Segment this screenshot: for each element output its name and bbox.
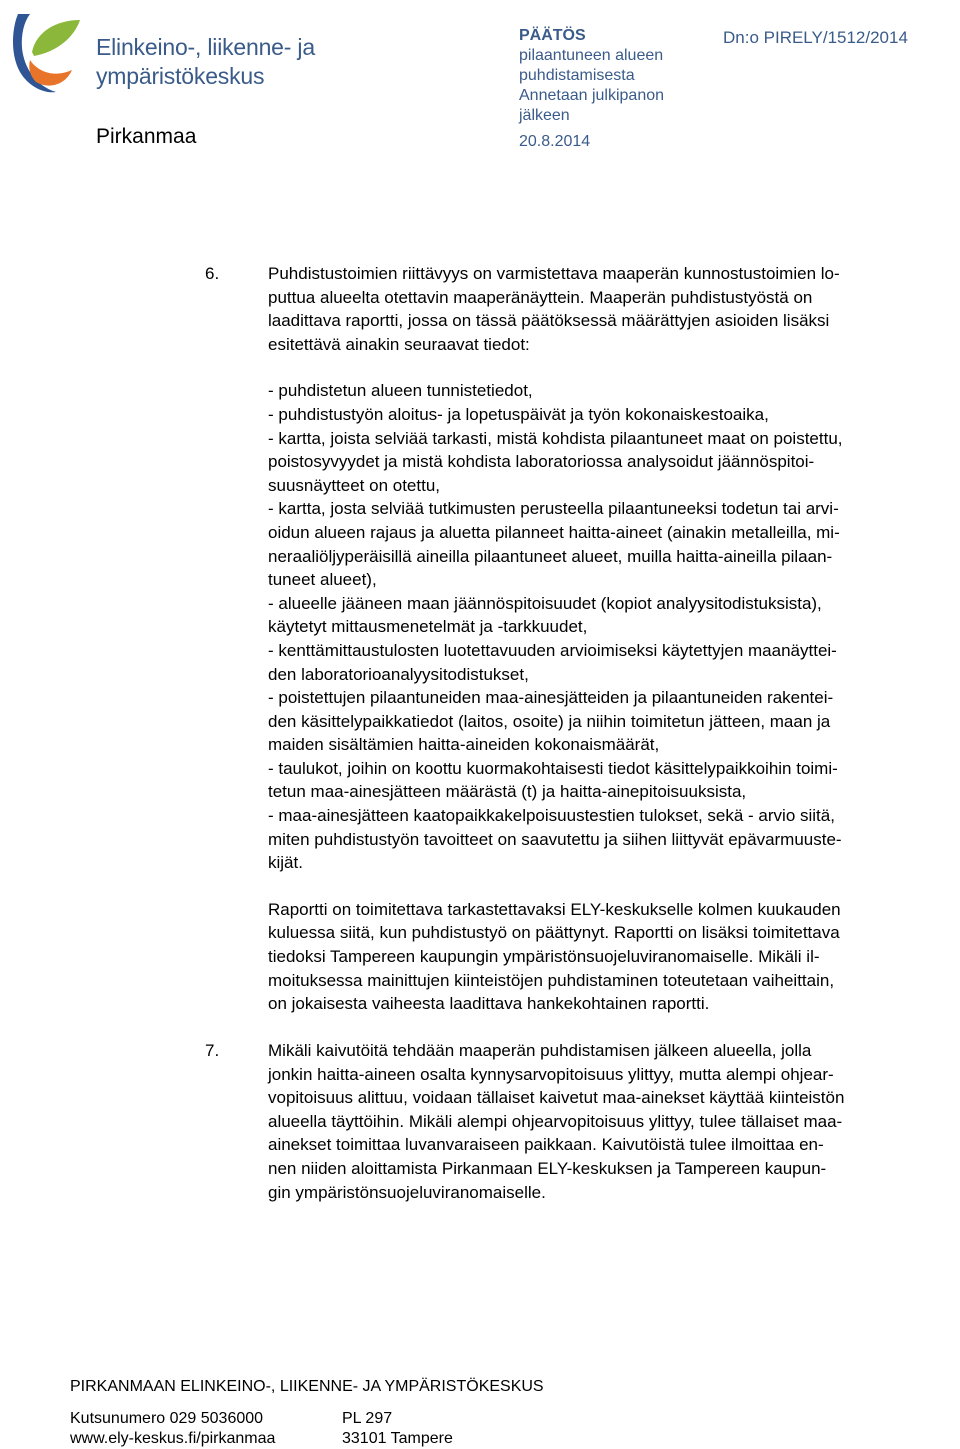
list-item-line: - kartta, joista selviää tarkasti, mistä kohdista pilaantuneet maat on poistettu, — [268, 428, 843, 448]
footer-phone: Kutsunumero 029 5036000 — [70, 1410, 264, 1427]
text-line: alueella täyttöihin. Mikäli alempi ohjearvopitoisuus ylittyy, tulee tällaiset maa- — [268, 1111, 843, 1131]
item6-closing-paragraph — [268, 898, 955, 1016]
text-line: jonkin haitta-aineen osalta kynnysarvopitoisuus ylittyy, mutta alempi ohjear- — [268, 1064, 834, 1084]
list-item-line: den käsittelypaikkatiedot (laitos, osoite) ja niihin toimitetun jätteen, maan ja — [268, 711, 831, 731]
list-item-line: tuneet alueet), — [268, 570, 377, 590]
org-name-line1: Elinkeino-, liikenne- ja — [96, 34, 315, 60]
item-number: 6. — [205, 264, 220, 283]
text-line: Puhdistustoimien riittävyys on varmistettava maaperän kunnostustoimien lo- — [268, 264, 840, 283]
text-line: vopitoisuus alittuu, voidaan tällaiset kaivetut maa-ainekset käyttää kiinteistön — [268, 1088, 845, 1108]
footer-organization: PIRKANMAAN ELINKEINO-, LIIKENNE- JA YMPÄRISTÖKESKUS — [70, 1378, 544, 1395]
page-footer — [70, 1377, 950, 1449]
list-item-line: - maa-ainesjätteen kaatopaikkakelpoisuustestien tulokset, sekä - arvio siitä, — [268, 806, 835, 826]
list-item-line: den laboratorioanalyysitodistukset, — [268, 664, 529, 684]
footer-postal-address: 33101 Tampere — [342, 1430, 453, 1447]
list-item-line: - taulukot, joihin on koottu kuormakohtaisesti tiedot käsittelypaikkoihin toimi- — [268, 758, 838, 778]
list-item-line: oidun alueen rajaus ja aluetta pilanneet haitta-aineet (ainakin metalleilla, mi- — [268, 522, 840, 542]
list-item-line: suusnäytteet on otettu, — [268, 475, 441, 495]
list-item-line: - kartta, josta selviää tutkimusten perusteella pilaantuneeksi todetun tai arvi- — [268, 499, 839, 519]
decision-item-7 — [205, 1039, 955, 1204]
document-subject-line2: puhdistamisesta — [519, 67, 635, 84]
org-name-line2: ympäristökeskus — [96, 63, 265, 89]
text-line: ainekset toimittaa luvanvaraiseen paikkaan. Kaivutöistä tulee ilmoittaa en- — [268, 1135, 824, 1155]
text-line: on jokaisesta vaiheesta laadittava hankekohtainen raportti. — [268, 994, 710, 1014]
organization-name — [96, 33, 416, 91]
item6-report-requirements-list — [268, 379, 955, 874]
list-item-line: - alueelle jääneen maan jäännöspitoisuudet (kopiot analyysitodistuksista), — [268, 593, 822, 613]
text-line: esitettävä ainakin seuraavat tiedot: — [268, 334, 530, 354]
text-line: nen niiden aloittamista Pirkanmaan ELY-keskuksen ja Tampereen kaupun- — [268, 1158, 827, 1178]
document-date: 20.8.2014 — [519, 133, 591, 150]
text-line: moituksessa mainittujen kiinteistöjen puhdistaminen toteutetaan vaiheittain, — [268, 970, 835, 990]
list-item-line: maiden sisältämien haitta-aineiden kokonaismäärät, — [268, 735, 660, 755]
document-subject-line4: jälkeen — [519, 107, 570, 124]
text-line: laadittava raportti, jossa on tässä päätöksessä määrättyjen asioiden lisäksi — [268, 311, 830, 331]
list-item-line: - puhdistetun alueen tunnistetiedot, — [268, 381, 533, 401]
region-name: Pirkanmaa — [96, 125, 197, 148]
list-item-line: - kenttämittaustulosten luotettavuuden arvioimiseksi käytettyjen maanäyttei- — [268, 640, 837, 660]
text-line: puttua alueelta otettavin maaperänäyttein. Maaperän puhdistustyöstä on — [268, 287, 813, 307]
item6-intro — [268, 262, 955, 356]
text-line: Mikäli kaivutöitä tehdään maaperän puhdistamisen jälkeen alueella, jolla — [268, 1041, 812, 1060]
list-item-line: miten puhdistustyön tavoitteet on saavutettu ja siihen liittyvät epävarmuuste- — [268, 829, 842, 849]
list-item-line: kijät. — [268, 853, 303, 873]
document-subject-line1: pilaantuneen alueen — [519, 47, 664, 64]
ely-leaf-logo-icon — [10, 8, 88, 96]
text-line: gin ympäristönsuojeluviranomaiselle. — [268, 1182, 546, 1202]
item-number: 7. — [205, 1041, 220, 1060]
list-item-line: - puhdistustyön aloitus- ja lopetuspäivät ja työn kokonaiskestoaika, — [268, 404, 769, 424]
decision-item-6 — [205, 262, 955, 1016]
text-line: kuluessa siitä, kun puhdistustyö on päättynyt. Raportti on lisäksi toimitettava — [268, 923, 840, 943]
list-item-line: - poistettujen pilaantuneiden maa-ainesjätteiden ja pilaantuneiden rakentei- — [268, 688, 834, 708]
item7-paragraph — [268, 1039, 955, 1204]
list-item-line: neraaliöljyperäisillä aineilla pilaantuneet alueet, muilla haitta-aineilla pilaan- — [268, 546, 833, 566]
document-type: PÄÄTÖS — [519, 27, 586, 44]
item-content — [268, 262, 955, 1016]
document-reference-number: Dn:o PIRELY/1512/2014 — [723, 28, 908, 47]
list-item-line: poistosyvyydet ja mistä kohdista laboratoriossa analysoidut jäännöspitoi- — [268, 452, 815, 472]
document-meta — [519, 26, 719, 152]
document-subject-line3: Annetaan julkipanon — [519, 87, 665, 104]
list-item-line: käytetyt mittausmenetelmät ja -tarkkuudet, — [268, 617, 588, 637]
footer-website-link[interactable]: www.ely-keskus.fi/pirkanmaa — [70, 1430, 276, 1447]
text-line: tiedoksi Tampereen kaupungin ympäristönsuojeluviranomaiselle. Mikäli il- — [268, 947, 820, 967]
text-line: Raportti on toimitettava tarkastettavaksi ELY-keskukselle kolmen kuukauden — [268, 899, 841, 919]
footer-po-box: PL 297 — [342, 1410, 393, 1427]
list-item-line: tetun maa-ainesjätteen määrästä (t) ja haitta-ainepitoisuuksista, — [268, 782, 747, 802]
